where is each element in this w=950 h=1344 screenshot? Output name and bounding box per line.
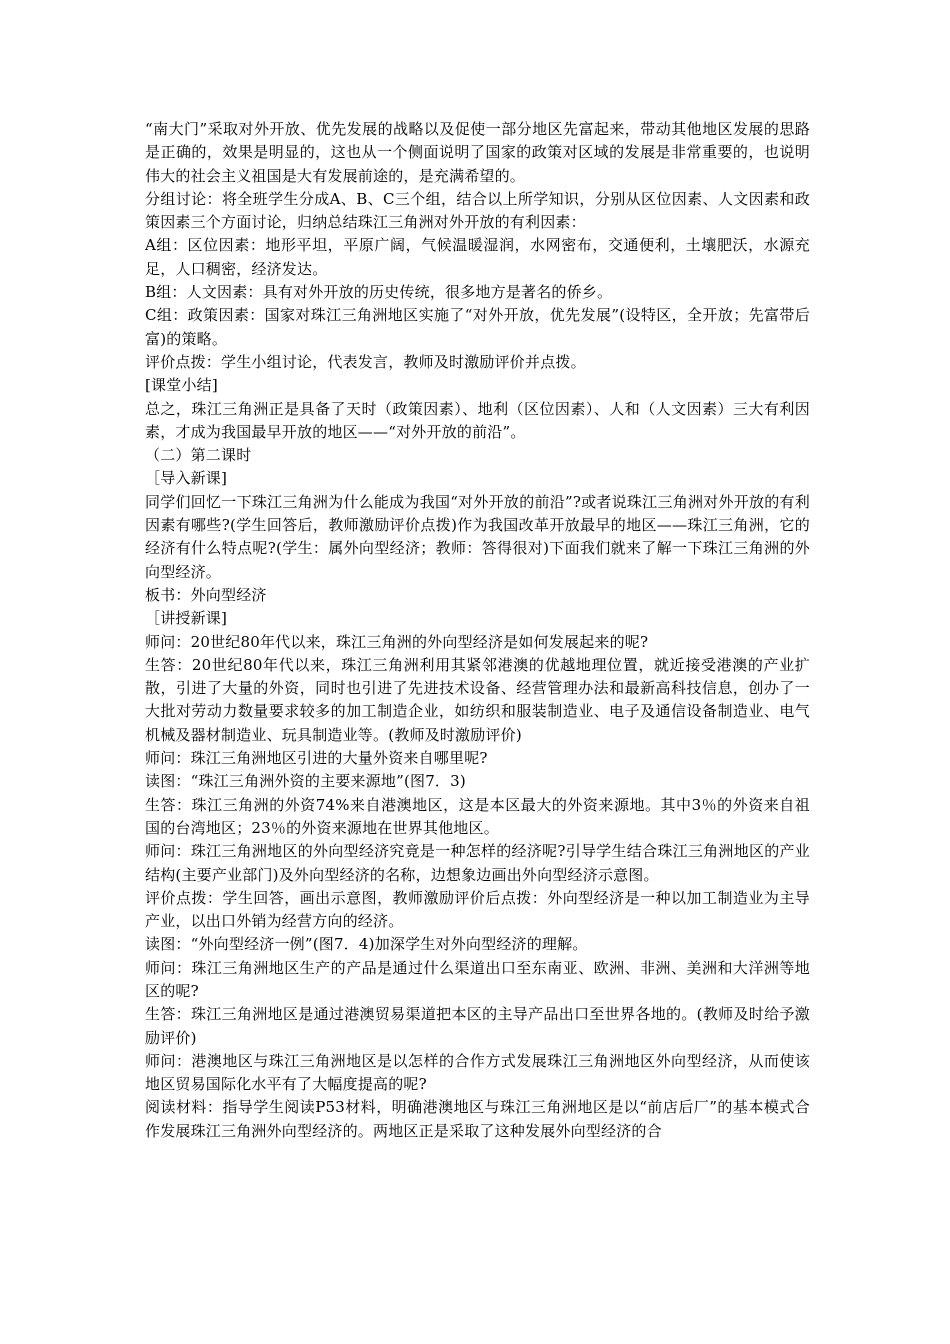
section-heading: （二）第二课时	[145, 446, 252, 465]
paragraph: B组：人文因素：具有对外开放的历史传统，很多地方是著名的侨乡。	[145, 283, 613, 302]
paragraph: 评价点拨：学生回答，画出示意图，教师激励评价后点拨：外向型经济是一种以加工制造业为主导产业，以出口外销为经营方向的经济。	[145, 888, 810, 931]
paragraph: 板书：外向型经济	[145, 585, 267, 604]
paragraph: 阅读材料：指导学生阅读P53材料，明确港澳地区与珠江三角洲地区是以“前店后厂”的基本模式合作发展珠江三角洲外向型经济的。两地区正是采取了这种发展外向型经济的合	[145, 1098, 810, 1140]
paragraph: 师问：珠江三角洲地区生产的产品是通过什么渠道出口至东南亚、欧洲、非洲、美洲和大洋洲等地区的呢?	[145, 958, 810, 1000]
paragraph: 师问：珠江三角洲地区引进的大量外资来自哪里呢?	[145, 749, 488, 768]
section-heading: ［讲授新课]	[145, 609, 228, 628]
paragraph: 总之，珠江三角洲正是具备了天时（政策因素）、地利（区位因素）、人和（人文因素）三大有利因素，才成为我国最早开放的地区——“对外开放的前沿”。	[145, 399, 810, 441]
paragraph: A组：区位因素：地形平坦，平原广阔，气候温暖湿润，水网密布，交通便利，土壤肥沃，水源充足，人口稠密，经济发达。	[145, 236, 810, 278]
paragraph: 生答：珠江三角洲地区是通过港澳贸易渠道把本区的主导产品出口至世界各地的。(教师及时给予激励评价)	[145, 1005, 810, 1047]
paragraph: 分组讨论：将全班学生分成A、B、C三个组，结合以上所学知识，分别从区位因素、人文因素和政策因素三个方面讨论，归纳总结珠江三角洲对外开放的有利因素：	[145, 189, 810, 232]
paragraph: 师问：20世纪80年代以来，珠江三角洲的外向型经济是如何发展起来的呢?	[145, 632, 649, 651]
paragraph: 读图：“珠江三角洲外资的主要来源地”(图7．3)	[145, 772, 466, 791]
paragraph: 读图：“外向型经济一例”(图7．4)加深学生对外向型经济的理解。	[145, 935, 588, 954]
paragraph: 评价点拨：学生小组讨论，代表发言，教师及时激励评价并点拨。	[145, 352, 586, 371]
paragraph: C组：政策因素：国家对珠江三角洲地区实施了“对外开放，优先发展”(设特区，全开放；先富带后富)的策略。	[145, 306, 810, 348]
section-heading: ［导入新课]	[145, 469, 228, 488]
paragraph: 同学们回忆一下珠江三角洲为什么能成为我国“对外开放的前沿”?或者说珠江三角洲对外开放的有利因素有哪些?(学生回答后，教师激励评价点拨)作为我国改革开放最早的地区——珠江三角洲，它的经济有什么特点呢?(学生：属外向型经济；教师：答得很对)下面我们就来了解一下珠江三角洲的外向型经济。	[145, 492, 810, 581]
paragraph: 师问：珠江三角洲地区的外向型经济究竟是一种怎样的经济呢?引导学生结合珠江三角洲地区的产业结构(主要产业部门)及外向型经济的名称，边想象边画出外向型经济示意图。	[145, 842, 810, 884]
paragraph: 生答：珠江三角洲的外资74%来自港澳地区，这是本区最大的外资来源地。其中3％的外资来自祖国的台湾地区；23％的外资来源地在世界其他地区。	[145, 795, 810, 837]
paragraph: “南大门”采取对外开放、优先发展的战略以及促使一部分地区先富起来，带动其他地区发展的思路是正确的，效果是明显的，这也从一个侧面说明了国家的政策对区域的发展是非常重要的，也说明伟大的社会主义祖国是大有发展前途的，是充满希望的。	[145, 120, 810, 185]
paragraph: 生答：20世纪80年代以来，珠江三角洲利用其紧邻港澳的优越地理位置，就近接受港澳的产业扩散，引进了大量的外资，同时也引进了先进技术设备、经营管理办法和最新高科技信息，创办了一大批对劳动力数量要求较多的加工制造企业，如纺织和服装制造业、电子及通信设备制造业、电气机械及器材制造业、玩具制造业等。(教师及时激励评价)	[145, 655, 810, 744]
document-body	[145, 118, 810, 1143]
paragraph: 师问：港澳地区与珠江三角洲地区是以怎样的合作方式发展珠江三角洲地区外向型经济，从而使该地区贸易国际化水平有了大幅度提高的呢?	[145, 1051, 810, 1094]
section-heading: [课堂小结]	[145, 376, 218, 395]
